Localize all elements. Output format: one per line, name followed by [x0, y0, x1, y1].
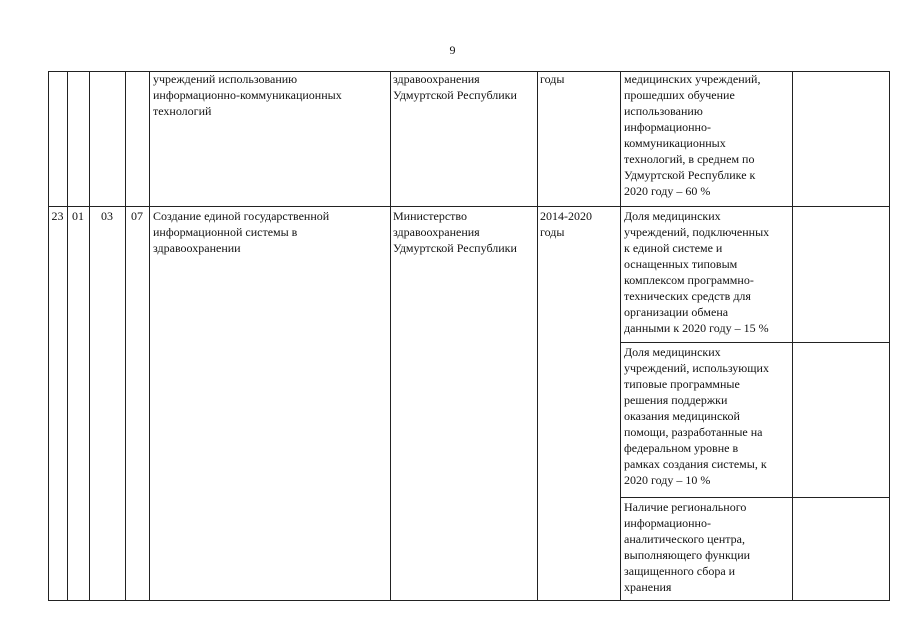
main-row-executor: Министерство здравоохранения Удмуртской Республики — [393, 209, 517, 255]
main-row-period: 2014-2020 годы — [540, 209, 592, 239]
prev-row-indicator: медицинских учреждений, прошедших обучение использованию информационно- коммуникационных технологий, в среднем по Удмуртской Республике к 2020 году – 60 % — [624, 72, 761, 198]
prev-row-name: учреждений использованию информационно-коммуникационных технологий — [153, 72, 342, 118]
prev-row-period: годы — [540, 72, 565, 86]
code-1: 23 — [51, 209, 64, 223]
page-number: 9 — [449, 43, 456, 57]
indicator-3: Наличие регионального информационно- аналитического центра, выполняющего функции защищенного сбора и хранения — [624, 500, 751, 594]
code-4: 07 — [131, 209, 143, 223]
prev-row-executor: здравоохранения Удмуртской Республики — [393, 72, 517, 102]
code-3: 03 — [101, 209, 113, 223]
indicator-2: Доля медицинских учреждений, использующих типовые программные решения поддержки оказания медицинской помощи, разработанные на федеральном уровне в рамках создания системы, к 2020 году – 10 % — [624, 345, 769, 487]
main-row-name: Создание единой государственной информационной системы в здравоохранении — [153, 209, 330, 255]
code-2: 01 — [72, 209, 84, 223]
indicator-1: Доля медицинских учреждений, подключенных к единой системе и оснащенных типовым комплексом программно- технических средств для организации обмена данными к 2020 году – 15 % — [624, 209, 770, 335]
